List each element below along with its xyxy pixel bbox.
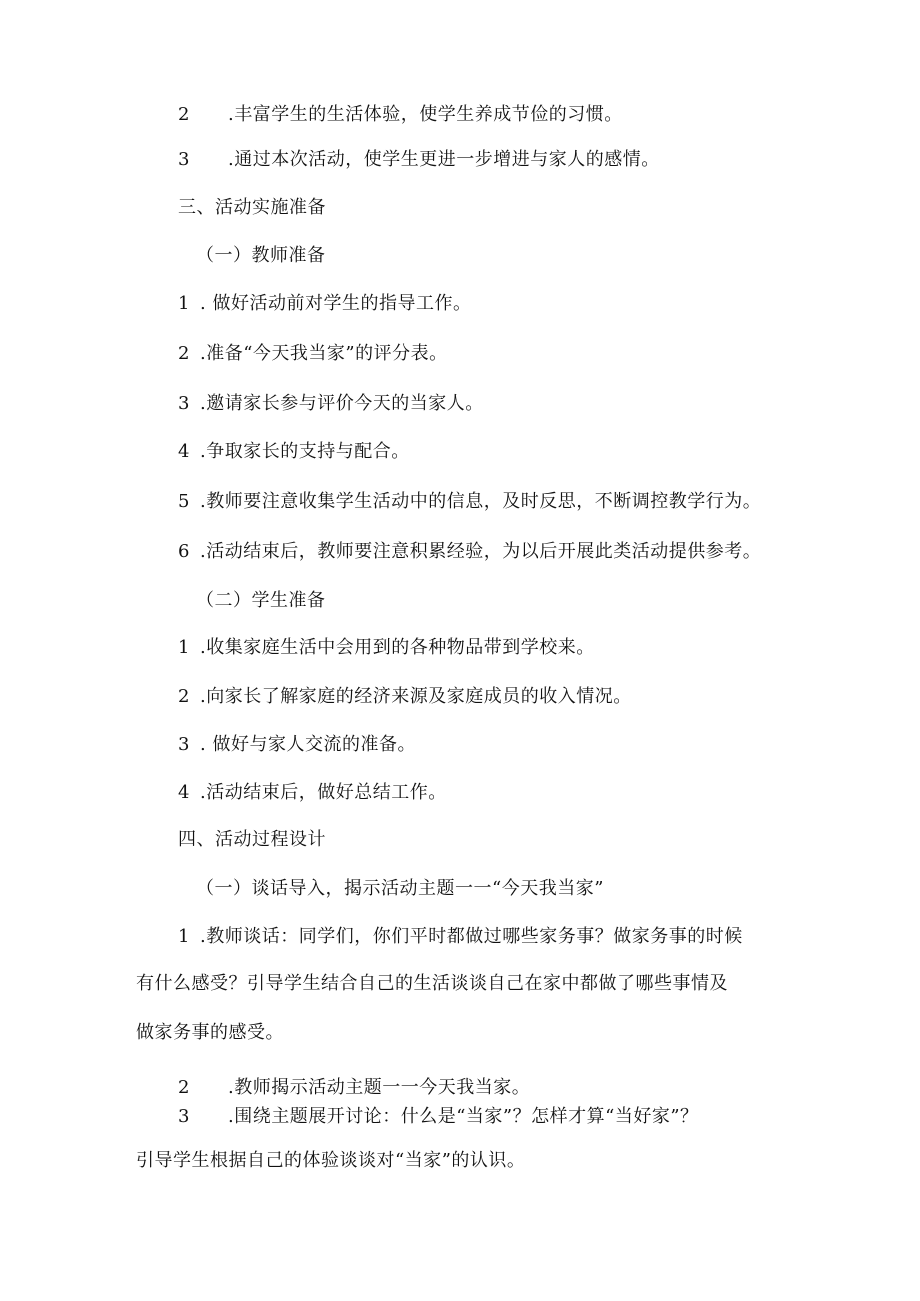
item-text: .教师要注意收集学生活动中的信息，及时反思，不断调控教学行为。 (200, 491, 762, 512)
item-number: 5 (178, 491, 190, 512)
item-text: . 做好与家人交流的准备。 (200, 734, 416, 755)
item-text: .围绕主题展开讨论：什么是“当家”？怎样才算“当好家”？ (228, 1106, 699, 1127)
item-text: .收集家庭生活中会用到的各种物品带到学校来。 (200, 637, 595, 658)
item-number: 2 (178, 343, 190, 364)
student-item-4 (178, 781, 447, 805)
teacher-item-5 (178, 490, 761, 514)
item-number: 2 (178, 104, 190, 125)
item-number: 4 (178, 441, 190, 462)
teacher-item-2 (178, 342, 448, 366)
item-number: 2 (178, 686, 190, 707)
goal-item-2 (178, 103, 623, 127)
student-item-1 (178, 636, 595, 660)
item-number: 3 (178, 149, 190, 170)
process-item-2 (178, 1076, 530, 1100)
process-item-3-continued: 引导学生根据自己的体验谈谈对“当家”的认识。 (136, 1150, 526, 1171)
process-item-1-continued: 有什么感受？引导学生结合自己的生活谈谈自己在家中都做了哪些事情及 (136, 973, 728, 994)
item-number: 3 (178, 734, 190, 755)
item-number: 1 (178, 926, 190, 947)
section-heading-3: 三、活动实施准备 (178, 197, 326, 218)
teacher-item-4 (178, 440, 410, 464)
item-text: .活动结束后，做好总结工作。 (200, 782, 447, 803)
subsection-teacher-prep: （一）教师准备 (196, 245, 326, 266)
teacher-item-1 (178, 292, 471, 316)
process-item-1-end: 做家务事的感受。 (136, 1022, 284, 1043)
item-text: .教师谈话：同学们，你们平时都做过哪些家务事？做家务事的时候 (200, 926, 743, 947)
item-number: 3 (178, 393, 190, 414)
item-text: .准备“今天我当家”的评分表。 (200, 343, 448, 364)
item-number: 6 (178, 541, 190, 562)
item-number: 1 (178, 293, 190, 314)
item-text: .争取家长的支持与配合。 (200, 441, 410, 462)
section-heading-4: 四、活动过程设计 (178, 829, 326, 850)
item-text: .活动结束后，教师要注意积累经验，为以后开展此类活动提供参考。 (200, 541, 762, 562)
item-text: .丰富学生的生活体验，使学生养成节俭的习惯。 (228, 104, 623, 125)
item-number: 4 (178, 782, 190, 803)
student-item-3 (178, 733, 416, 757)
item-number: 3 (178, 1106, 190, 1127)
process-item-3 (178, 1105, 699, 1129)
subsection-student-prep: （二）学生准备 (196, 590, 326, 611)
item-text: .教师揭示活动主题一一今天我当家。 (228, 1077, 531, 1098)
item-number: 2 (178, 1077, 190, 1098)
item-text: .向家长了解家庭的经济来源及家庭成员的收入情况。 (200, 686, 632, 707)
teacher-item-3 (178, 392, 484, 416)
item-text: . 做好活动前对学生的指导工作。 (200, 293, 472, 314)
goal-item-3 (178, 148, 660, 172)
item-number: 1 (178, 637, 190, 658)
subsection-intro: （一）谈话导入，揭示活动主题一一“今天我当家” (196, 878, 604, 899)
process-item-1 (178, 925, 743, 949)
student-item-2 (178, 685, 632, 709)
item-text: .邀请家长参与评价今天的当家人。 (200, 393, 484, 414)
item-text: .通过本次活动，使学生更进一步增进与家人的感情。 (228, 149, 660, 170)
teacher-item-6 (178, 540, 761, 564)
